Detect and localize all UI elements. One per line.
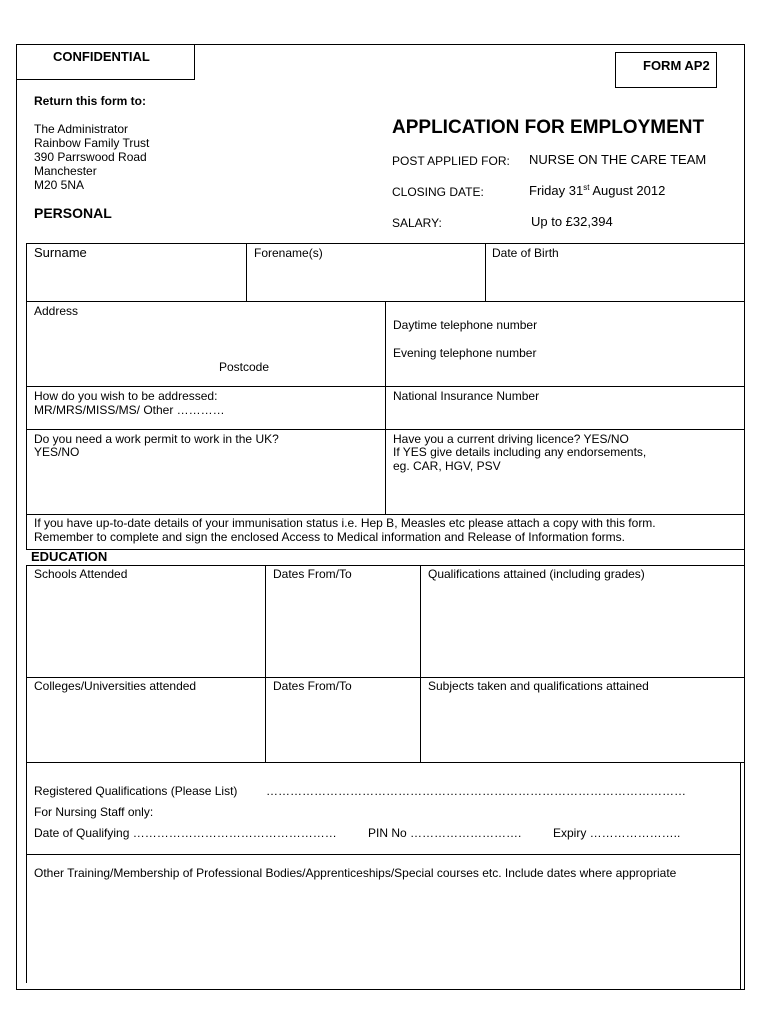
registered-quals-dots[interactable]: …………………………………………………………………………………………… [266,784,686,798]
immunisation-note: If you have up-to-date details of your immunisation status i.e. Hep B, Measles etc please attach a copy with this form. [34,516,656,530]
row-divider [26,514,745,515]
return-address-line: The Administrator [34,122,129,136]
page-frame-bottom [16,989,745,990]
return-address-line: Rainbow Family Trust [34,136,150,150]
licence-details: If YES give details including any endorsements, [393,445,647,459]
education-table [26,565,745,763]
ni-number-field[interactable]: National Insurance Number [393,389,540,403]
dob-field[interactable]: Date of Birth [492,246,559,260]
page-frame-top [16,44,744,45]
registered-quals-label: Registered Qualifications (Please List) [34,784,238,798]
schools-dates-field[interactable]: Dates From/To [273,567,352,581]
return-address-line: M20 5NA [34,178,85,192]
post-applied-label: POST APPLIED FOR: [392,154,510,168]
pin-number-field[interactable]: PIN No ………………………. [368,826,522,840]
row-divider [26,386,745,387]
closing-date-label: CLOSING DATE: [392,185,484,199]
colleges-dates-field[interactable]: Dates From/To [273,679,352,693]
subjects-field[interactable]: Subjects taken and qualifications attained [428,679,649,693]
address-field[interactable]: Address [34,304,79,318]
page-frame-left [16,44,17,989]
qualifications-field[interactable]: Qualifications attained (including grades) [428,567,645,581]
evening-phone-field[interactable]: Evening telephone number [393,346,537,360]
licence-question[interactable]: Have you a current driving licence? YES/NO [393,432,629,446]
col-divider [385,301,386,514]
form-code: FORM AP2 [643,58,710,73]
confidential-label: CONFIDENTIAL [53,49,150,64]
section-left-edge [26,763,27,983]
section-right-edge [740,763,741,989]
addressed-options[interactable]: MR/MRS/MISS/MS/ Other ………… [34,403,225,417]
salary-label: SALARY: [392,216,442,230]
addressed-question: How do you wish to be addressed: [34,389,218,403]
salary-value: Up to £32,394 [531,214,613,229]
expiry-field[interactable]: Expiry ………………….. [553,826,681,840]
post-applied-value: NURSE ON THE CARE TEAM [529,152,707,167]
date-qualifying-field[interactable]: Date of Qualifying …………………………………………… [34,826,337,840]
postcode-field[interactable]: Postcode [219,360,270,374]
return-address-line: Manchester [34,164,97,178]
surname-field[interactable]: Surname [34,245,87,260]
row-divider [26,677,745,678]
colleges-attended-field[interactable]: Colleges/Universities attended [34,679,197,693]
personal-heading: PERSONAL [34,205,112,221]
licence-examples: eg. CAR, HGV, PSV [393,459,501,473]
col-divider [420,565,421,763]
closing-date-value: Friday 31st August 2012 [529,183,666,198]
work-permit-options[interactable]: YES/NO [34,445,80,459]
schools-attended-field[interactable]: Schools Attended [34,567,128,581]
work-permit-question: Do you need a work permit to work in the UK? [34,432,279,446]
col-divider [265,565,266,763]
col-divider [485,243,486,301]
col-divider [246,243,247,301]
return-label: Return this form to: [34,94,146,108]
row-divider [26,429,745,430]
daytime-phone-field[interactable]: Daytime telephone number [393,318,538,332]
education-heading: EDUCATION [31,549,108,564]
forenames-field[interactable]: Forename(s) [254,246,323,260]
row-divider [26,854,740,855]
form-title: APPLICATION FOR EMPLOYMENT [392,117,705,138]
return-address-line: 390 Parrswood Road [34,150,147,164]
immunisation-reminder: Remember to complete and sign the enclosed Access to Medical information and Release of Information forms. [34,530,625,544]
nursing-staff-label: For Nursing Staff only: [34,805,154,819]
other-training-field[interactable]: Other Training/Membership of Professional Bodies/Apprenticeships/Special courses etc. Include dates where appropriate [34,866,677,880]
